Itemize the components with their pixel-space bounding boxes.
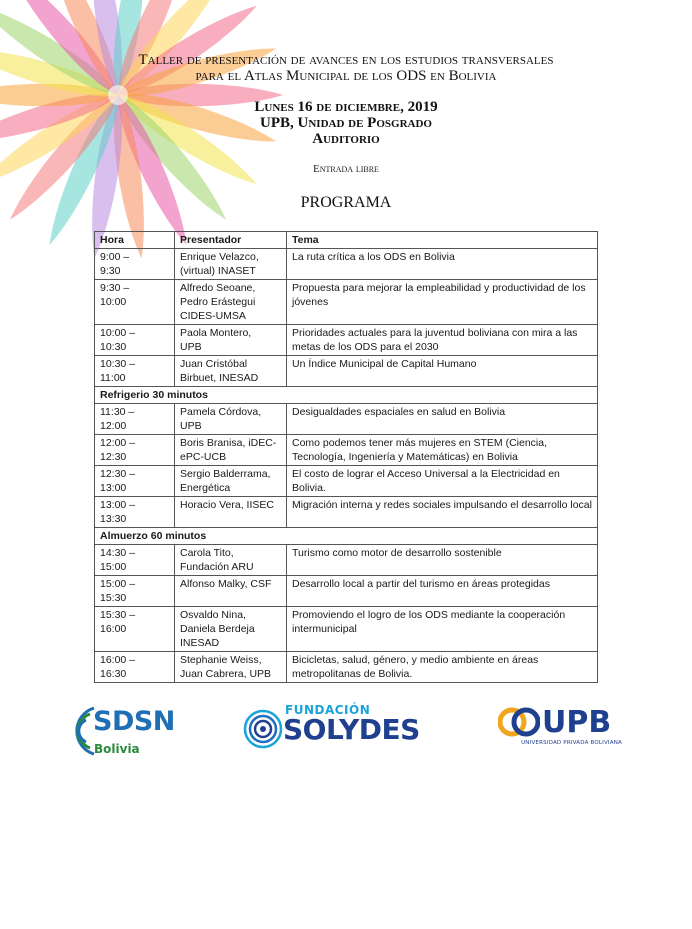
schedule-body bbox=[95, 249, 598, 683]
cell-tema: Turismo como motor de desarrollo sostenible bbox=[287, 545, 598, 576]
title-line-1: Taller de presentación de avances en los estudios transversales bbox=[138, 52, 554, 68]
solydes-mark-icon bbox=[243, 705, 283, 753]
cell-hora: 15:00 – 15:30 bbox=[95, 576, 175, 607]
solydes-logo bbox=[243, 703, 433, 759]
cell-tema: Propuesta para mejorar la empleabilidad y productividad de los jóvenes bbox=[287, 280, 598, 325]
title-line-2: para el Atlas Municipal de los ODS en Bolivia bbox=[195, 68, 497, 84]
cell-hora: 10:00 – 10:30 bbox=[95, 325, 175, 356]
break-label: Refrigerio 30 minutos bbox=[95, 387, 598, 404]
cell-presentador: Boris Branisa, iDEC- ePC-UCB bbox=[175, 435, 287, 466]
cell-hora: 16:00 – 16:30 bbox=[95, 652, 175, 683]
table-row bbox=[95, 576, 598, 607]
logo-strip bbox=[0, 695, 692, 765]
cell-hora: 11:30 – 12:00 bbox=[95, 404, 175, 435]
schedule-table bbox=[94, 231, 598, 683]
cell-tema: Desigualdades espaciales en salud en Bolivia bbox=[287, 404, 598, 435]
cell-presentador: Enrique Velazco, (virtual) INASET bbox=[175, 249, 287, 280]
cell-presentador: Pamela Córdova, UPB bbox=[175, 404, 287, 435]
cell-hora: 9:00 – 9:30 bbox=[95, 249, 175, 280]
table-row bbox=[95, 545, 598, 576]
cell-tema: Un Índice Municipal de Capital Humano bbox=[287, 356, 598, 387]
header-presentador: Presentador bbox=[175, 232, 287, 249]
table-header-row bbox=[95, 232, 598, 249]
cell-hora: 10:30 – 11:00 bbox=[95, 356, 175, 387]
cell-hora: 12:30 – 13:00 bbox=[95, 466, 175, 497]
event-venue: UPB, Unidad de Posgrado bbox=[260, 115, 432, 131]
cell-presentador: Osvaldo Nina, Daniela Berdeja INESAD bbox=[175, 607, 287, 652]
table-row bbox=[95, 466, 598, 497]
upb-name: UPB bbox=[542, 705, 612, 740]
upb-sub: UNIVERSIDAD PRIVADA BOLIVIANA bbox=[521, 740, 622, 746]
upb-logo bbox=[498, 705, 628, 755]
event-date: Lunes 16 de diciembre, 2019 bbox=[254, 99, 438, 115]
cell-hora: 9:30 – 10:00 bbox=[95, 280, 175, 325]
cell-tema: Bicicletas, salud, género, y medio ambiente en áreas metropolitanas de Bolivia. bbox=[287, 652, 598, 683]
cell-tema: Migración interna y redes sociales impulsando el desarrollo local bbox=[287, 497, 598, 528]
table-row bbox=[95, 249, 598, 280]
table-row bbox=[95, 325, 598, 356]
cell-hora: 13:00 – 13:30 bbox=[95, 497, 175, 528]
cell-tema: El costo de lograr el Acceso Universal a la Electricidad en Bolivia. bbox=[287, 466, 598, 497]
cell-tema: Como podemos tener más mujeres en STEM (Ciencia, Tecnología, Ingeniería y Matemáticas) en Bolivia bbox=[287, 435, 598, 466]
break-label: Almuerzo 60 minutos bbox=[95, 528, 598, 545]
cell-presentador: Carola Tito, Fundación ARU bbox=[175, 545, 287, 576]
break-row bbox=[95, 387, 598, 404]
table-row bbox=[95, 607, 598, 652]
solydes-top: FUNDACIÓN bbox=[285, 703, 371, 717]
table-row bbox=[95, 497, 598, 528]
cell-hora: 15:30 – 16:00 bbox=[95, 607, 175, 652]
header-hora: Hora bbox=[95, 232, 175, 249]
table-row bbox=[95, 435, 598, 466]
table-row bbox=[95, 356, 598, 387]
cell-presentador: Horacio Vera, IISEC bbox=[175, 497, 287, 528]
cell-tema: Promoviendo el logro de los ODS mediante la cooperación intermunicipal bbox=[287, 607, 598, 652]
cell-presentador: Stephanie Weiss, Juan Cabrera, UPB bbox=[175, 652, 287, 683]
cell-presentador: Paola Montero, UPB bbox=[175, 325, 287, 356]
cell-presentador: Juan Cristóbal Birbuet, INESAD bbox=[175, 356, 287, 387]
upb-mark-icon bbox=[498, 705, 540, 741]
entry-note: Entrada libre bbox=[313, 163, 379, 175]
table-row bbox=[95, 652, 598, 683]
table-row bbox=[95, 280, 598, 325]
cell-tema: La ruta crítica a los ODS en Bolivia bbox=[287, 249, 598, 280]
sdsn-logo bbox=[64, 700, 194, 762]
cell-hora: 14:30 – 15:00 bbox=[95, 545, 175, 576]
table-row bbox=[95, 404, 598, 435]
cell-presentador: Sergio Balderrama, Energética bbox=[175, 466, 287, 497]
cell-tema: Prioridades actuales para la juventud boliviana con mira a las metas de los ODS para el 2030 bbox=[287, 325, 598, 356]
sdsn-name: SDSN bbox=[93, 706, 175, 737]
break-row bbox=[95, 528, 598, 545]
cell-presentador: Alfonso Malky, CSF bbox=[175, 576, 287, 607]
sdsn-sub: Bolivia bbox=[94, 742, 140, 756]
program-heading: PROGRAMA bbox=[300, 194, 392, 211]
solydes-main: SOLYDES bbox=[283, 713, 420, 746]
event-room: Auditorio bbox=[312, 131, 380, 147]
cell-tema: Desarrollo local a partir del turismo en áreas protegidas bbox=[287, 576, 598, 607]
cell-hora: 12:00 – 12:30 bbox=[95, 435, 175, 466]
cell-presentador: Alfredo Seoane, Pedro Erástegui CIDES-UMSA bbox=[175, 280, 287, 325]
header-tema: Tema bbox=[287, 232, 598, 249]
